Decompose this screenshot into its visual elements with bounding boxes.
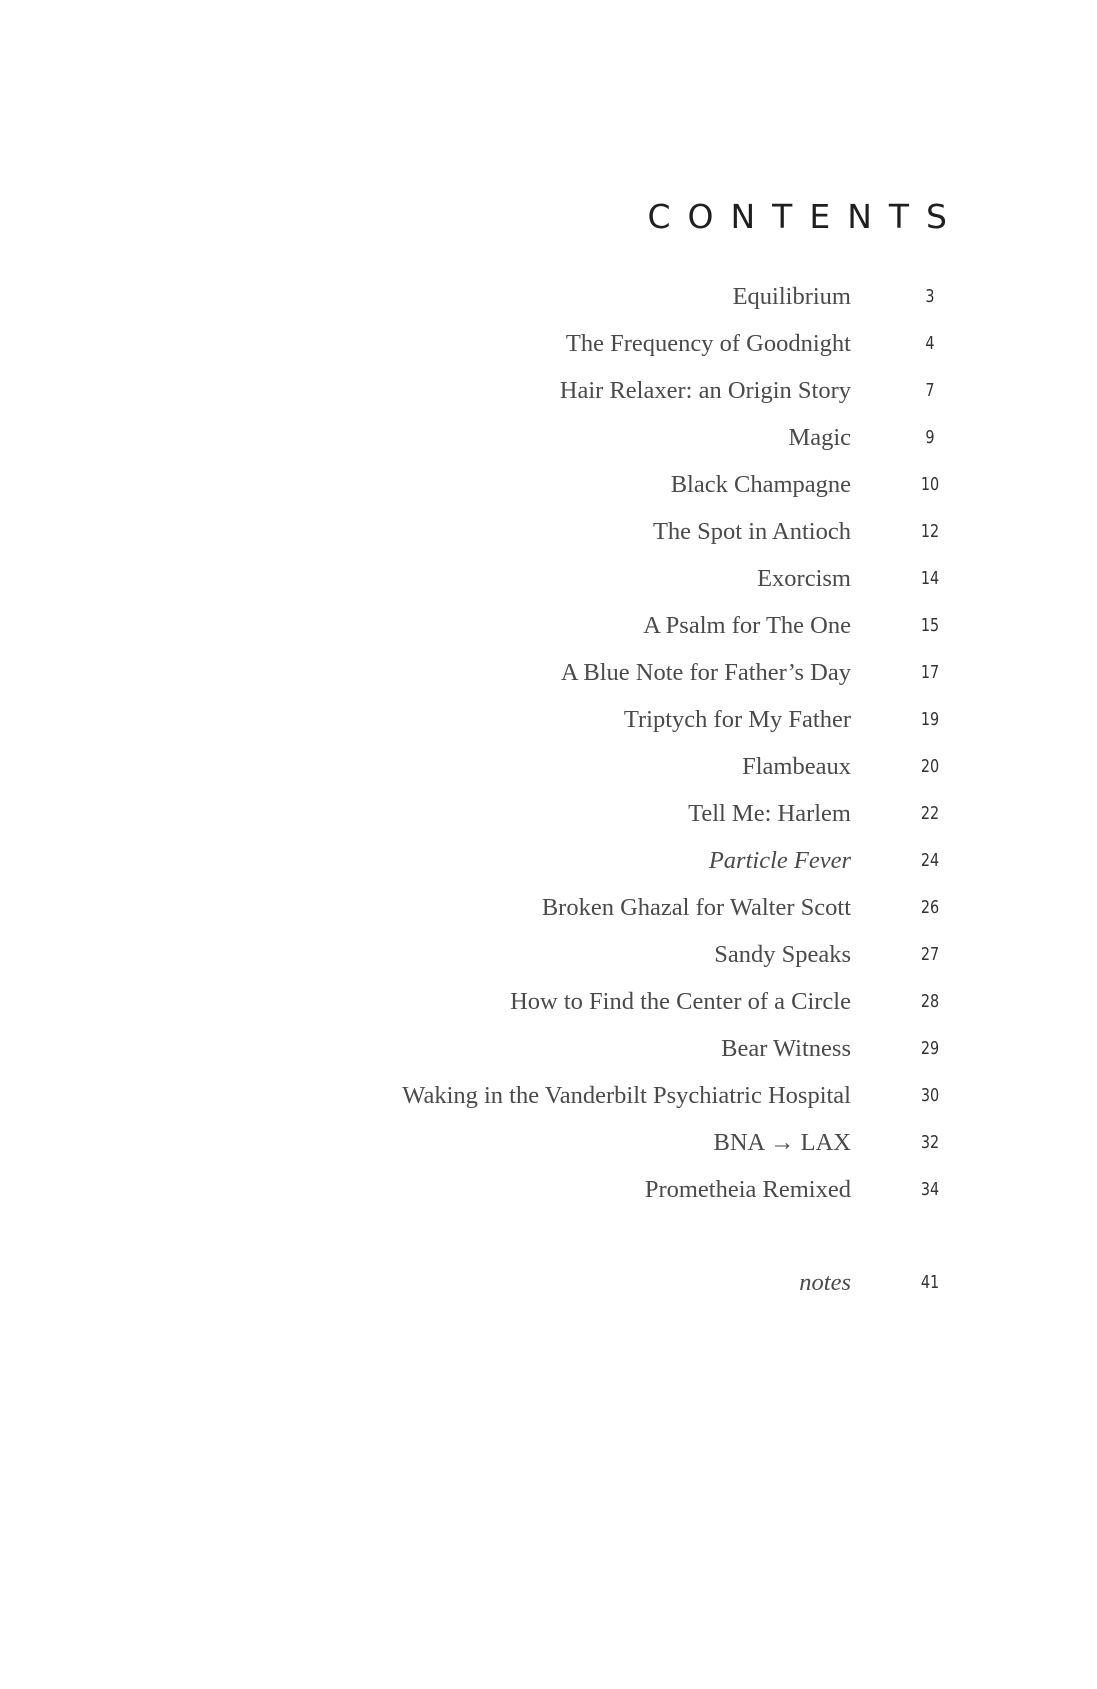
toc-entry-title: Hair Relaxer: an Origin Story	[559, 377, 851, 404]
toc-entry	[0, 794, 1097, 834]
toc-entry-notes	[0, 1263, 1097, 1303]
toc-entry-title: Equilibrium	[732, 283, 851, 310]
toc-entry	[0, 700, 1097, 740]
toc-entry-title: Triptych for My Father	[623, 706, 851, 733]
toc-entry-page-number: 3	[925, 286, 935, 307]
toc-entry-page-number: 7	[925, 380, 935, 401]
toc-entry	[0, 465, 1097, 505]
toc-entry-page-number: 24	[920, 850, 940, 871]
toc-entry-title: Black Champagne	[670, 471, 851, 498]
toc-entry-title: Bear Witness	[721, 1035, 851, 1062]
toc-entry	[0, 418, 1097, 458]
toc-entry-title: Waking in the Vanderbilt Psychiatric Hospital	[402, 1082, 851, 1109]
toc-entry	[0, 653, 1097, 693]
toc-entry-title: Prometheia Remixed	[644, 1176, 851, 1203]
toc-entry-title: Flambeaux	[742, 753, 851, 780]
toc-entry-page-number: 19	[920, 709, 940, 730]
toc-entry-title: A Blue Note for Father’s Day	[560, 659, 851, 686]
toc-entry-page-number: 14	[920, 568, 940, 589]
toc-entry-page-number: 4	[925, 333, 935, 354]
page-title: CONTENTS	[647, 197, 964, 236]
toc-entry-title: A Psalm for The One	[643, 612, 851, 639]
toc-entry-page-number: 41	[920, 1272, 940, 1293]
toc-entry	[0, 1029, 1097, 1069]
toc-entry-title: Exorcism	[757, 565, 851, 592]
toc-entry	[0, 512, 1097, 552]
toc-entry-page-number: 15	[920, 615, 940, 636]
toc-entry-page-number: 30	[920, 1085, 940, 1106]
toc-entry	[0, 888, 1097, 928]
toc-entry-page-number: 27	[920, 944, 940, 965]
toc-entry	[0, 747, 1097, 787]
toc-entry	[0, 841, 1097, 881]
toc-entry	[0, 277, 1097, 317]
toc-entry-title: The Spot in Antioch	[652, 518, 851, 545]
toc-entry-title: Magic	[788, 424, 851, 451]
toc-entry-title: notes	[799, 1269, 851, 1296]
toc-entry-page-number: 26	[920, 897, 940, 918]
toc-entry	[0, 1076, 1097, 1116]
toc-entry-title: The Frequency of Goodnight	[565, 330, 851, 357]
toc-entry-title: Tell Me: Harlem	[688, 800, 851, 827]
toc-entry-page-number: 34	[920, 1179, 940, 1200]
toc-entry	[0, 1170, 1097, 1210]
toc-entry-page-number: 32	[920, 1132, 940, 1153]
toc-entry	[0, 606, 1097, 646]
toc-entry-title: Broken Ghazal for Walter Scott	[541, 894, 851, 921]
toc-entry	[0, 371, 1097, 411]
toc-entry-title: Particle Fever	[708, 847, 851, 874]
toc-entry	[0, 559, 1097, 599]
toc-entry-page-number: 20	[920, 756, 940, 777]
toc-entry-page-number: 10	[920, 474, 940, 495]
toc-entry-title: BNA → LAX	[713, 1129, 851, 1156]
toc-entry-page-number: 17	[920, 662, 940, 683]
toc-entry-page-number: 12	[920, 521, 940, 542]
toc-entry	[0, 982, 1097, 1022]
toc-entry-page-number: 22	[920, 803, 940, 824]
toc-entry	[0, 1123, 1097, 1163]
toc-entry	[0, 324, 1097, 364]
toc-entry	[0, 935, 1097, 975]
toc-entry-title: How to Find the Center of a Circle	[510, 988, 851, 1015]
toc-entry-page-number: 29	[920, 1038, 940, 1059]
toc-entry-title: Sandy Speaks	[714, 941, 851, 968]
toc-entry-page-number: 28	[920, 991, 940, 1012]
toc-entry-page-number: 9	[925, 427, 935, 448]
